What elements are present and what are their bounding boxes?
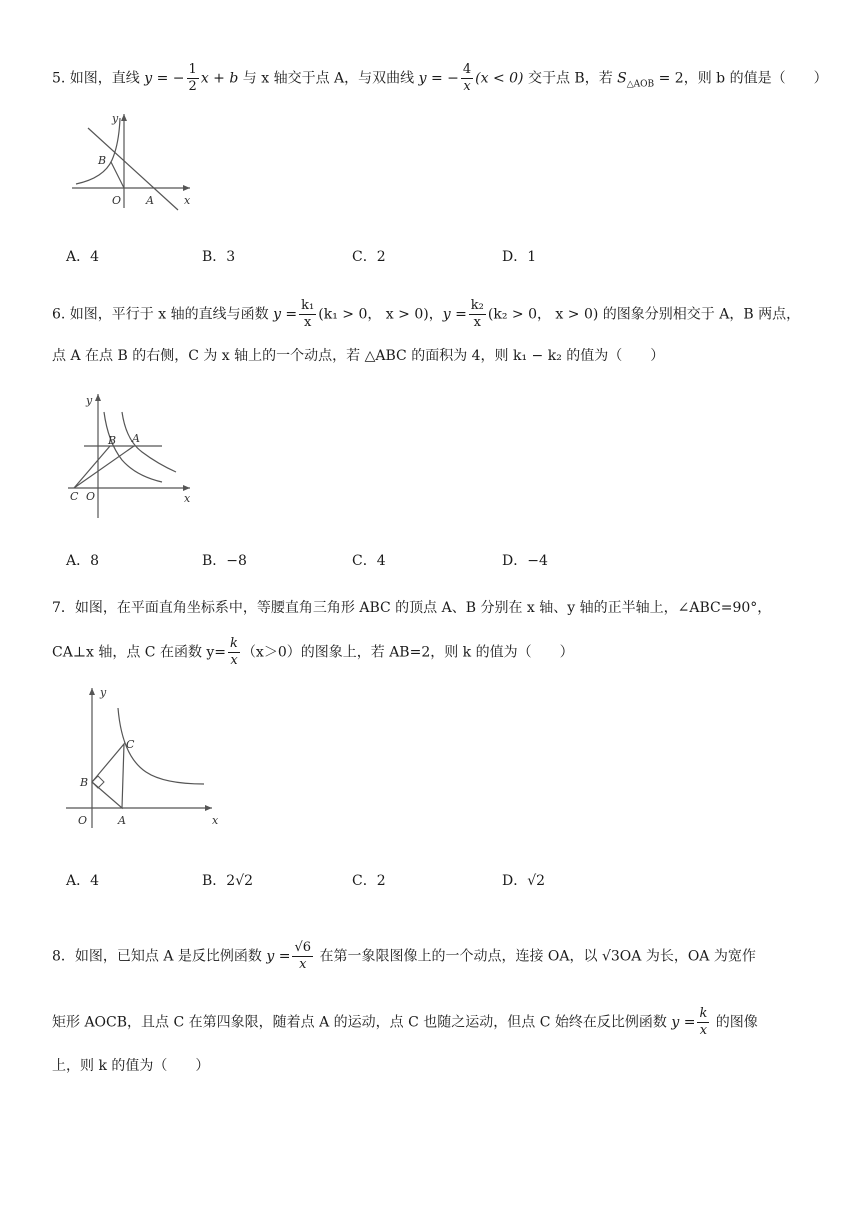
q5-eq1-fraction: [187, 62, 199, 95]
q8-f1-fraction: [292, 940, 313, 973]
q6-text-1: 6. 如图，平行于 x 轴的直线与函数: [52, 306, 274, 323]
q6-f2-num: k₂: [470, 298, 484, 313]
q6-option-b[interactable]: B．−8: [202, 553, 247, 569]
q8-text-4: 的图像: [711, 1014, 758, 1031]
q5-y-arrow: [121, 114, 127, 121]
q7-label-x: x: [212, 814, 219, 827]
q6-sep: ，: [428, 306, 443, 323]
q6-stem-line1: [52, 298, 800, 331]
q8-f1-den: x: [299, 957, 307, 972]
q6-text-2: 的图象分别相交于 A，B 两点，: [598, 306, 801, 323]
q5-eq2-lhs: y = −: [418, 70, 459, 87]
q7-text-2: （x＞0）的图象上，若 AB=2，则 k 的值为（ ）: [241, 644, 574, 661]
q7-label-b: B: [80, 776, 89, 789]
q6-figure: [66, 390, 196, 520]
q7-triangle-abc: [92, 744, 124, 808]
q7-text-1: CA⊥x 轴，点 C 在函数 y=: [52, 644, 227, 661]
q7-label-o: O: [78, 814, 88, 827]
q6-x-arrow: [183, 485, 190, 491]
q6-options: [66, 550, 766, 570]
q8-text-1: 8．如图，已知点 A 是反比例函数: [52, 948, 267, 965]
q5-eq1-lhs: y = −: [144, 70, 185, 87]
q5-option-a[interactable]: A．4: [66, 249, 100, 265]
q7-option-c[interactable]: C．2: [352, 873, 386, 889]
q6-f2-lhs: y =: [442, 306, 467, 323]
q6-f2-cond: (k₂ > 0， x > 0): [487, 306, 599, 323]
q8-f2-num: k: [699, 1006, 708, 1021]
q8-f2-den: x: [699, 1023, 708, 1038]
q5-options: [66, 246, 766, 266]
q8-stem-line3: 上，则 k 的值为（ ）: [52, 1058, 210, 1074]
q7-right-angle-mark: [92, 776, 104, 788]
q5-eq2-den: x: [463, 79, 471, 94]
q5-label-x: x: [184, 194, 191, 207]
q7-stem-line2: [52, 636, 574, 669]
q6-label-b: B: [108, 434, 117, 447]
q6-label-x: x: [184, 492, 191, 505]
q5-label-b: B: [98, 154, 107, 167]
q5-option-b[interactable]: B．3: [202, 249, 236, 265]
q6-label-a: A: [132, 432, 140, 445]
q5-area-subscript: △AOB: [626, 79, 655, 90]
q7-label-y: y: [100, 686, 107, 699]
q7-x-arrow: [205, 805, 212, 811]
q5-text-4: = 2，则 b 的值是（ ）: [654, 70, 828, 87]
q8-stem-line2: [52, 1006, 758, 1039]
q6-f1-num: k₁: [301, 298, 315, 313]
q5-text-3: 交于点 B，若: [523, 70, 618, 87]
q5-option-d[interactable]: D．1: [502, 249, 537, 265]
q5-label-o: O: [112, 194, 122, 207]
q6-option-a[interactable]: A．8: [66, 553, 100, 569]
q5-label-y: y: [112, 112, 119, 125]
q8-text-2: 在第一象限图像上的一个动点，连接 OA，以 √3OA 为长，OA 为宽作: [315, 948, 756, 965]
q5-eq2-num: 4: [462, 62, 472, 77]
q5-eq2-rhs: (x < 0): [475, 70, 524, 87]
q6-f2-fraction: [469, 298, 486, 331]
q5-line: [88, 128, 178, 210]
q8-f2-lhs: y =: [671, 1014, 696, 1031]
q5-x-arrow: [183, 185, 190, 191]
q7-f-den: x: [230, 653, 238, 668]
q6-f1-cond: (k₁ > 0， x > 0): [318, 306, 429, 323]
q5-option-c[interactable]: C．2: [352, 249, 386, 265]
q5-text-1: 5. 如图，直线: [52, 70, 145, 87]
q5-eq2-fraction: [461, 62, 473, 95]
q6-option-c[interactable]: C．4: [352, 553, 386, 569]
q5-eq1-rhs: x + b: [200, 70, 239, 87]
q6-f1-den: x: [304, 315, 312, 330]
q7-y-arrow: [89, 688, 95, 695]
q8-f2-fraction: [697, 1006, 709, 1039]
q7-option-a[interactable]: A．4: [66, 873, 100, 889]
q7-f-num: k: [230, 636, 238, 651]
q8-f1-num: √6: [294, 940, 312, 955]
q5-eq1-num: 1: [188, 62, 197, 77]
q6-option-d[interactable]: D．−4: [502, 553, 548, 569]
q7-stem-line1: 7．如图，在平面直角坐标系中，等腰直角三角形 ABC 的顶点 A、B 分别在 x 轴、y 轴的正半轴上，∠ABC=90°，: [52, 600, 772, 616]
q8-f1-lhs: y =: [266, 948, 291, 965]
q7-label-a: A: [118, 814, 126, 827]
q6-label-y: y: [86, 394, 93, 407]
q7-option-d[interactable]: D．√2: [502, 873, 546, 889]
q6-label-c: C: [70, 490, 79, 503]
q7-option-b[interactable]: B．2√2: [202, 873, 254, 889]
q7-options: [66, 870, 766, 890]
q8-text-3: 矩形 AOCB，且点 C 在第四象限，随着点 A 的运动，点 C 也随之运动，但点 C 始终在反比例函数: [52, 1014, 672, 1031]
q6-curve-k1: [122, 412, 176, 472]
q6-y-arrow: [95, 394, 101, 401]
q6-f1-fraction: [299, 298, 316, 331]
q5-eq1-den: 2: [188, 79, 197, 94]
q8-stem-line1: [52, 940, 756, 973]
q5-text-2: 与 x 轴交于点 A，与双曲线: [238, 70, 419, 87]
q6-stem-line2: 点 A 在点 B 的右侧，C 为 x 轴上的一个动点，若 △ABC 的面积为 4，则 k₁ − k₂ 的值为（ ）: [52, 348, 665, 364]
q5-area-symbol: S: [617, 70, 627, 87]
q7-label-c: C: [126, 738, 135, 751]
q5-stem: [52, 62, 828, 95]
q6-f2-den: x: [473, 315, 482, 330]
q6-label-o: O: [86, 490, 96, 503]
q7-figure: [64, 684, 224, 830]
q6-f1-lhs: y =: [273, 306, 298, 323]
q7-fraction: [228, 636, 240, 669]
q5-figure: [66, 108, 196, 212]
q5-segment-ob: [111, 162, 124, 188]
q5-label-a: A: [146, 194, 154, 207]
